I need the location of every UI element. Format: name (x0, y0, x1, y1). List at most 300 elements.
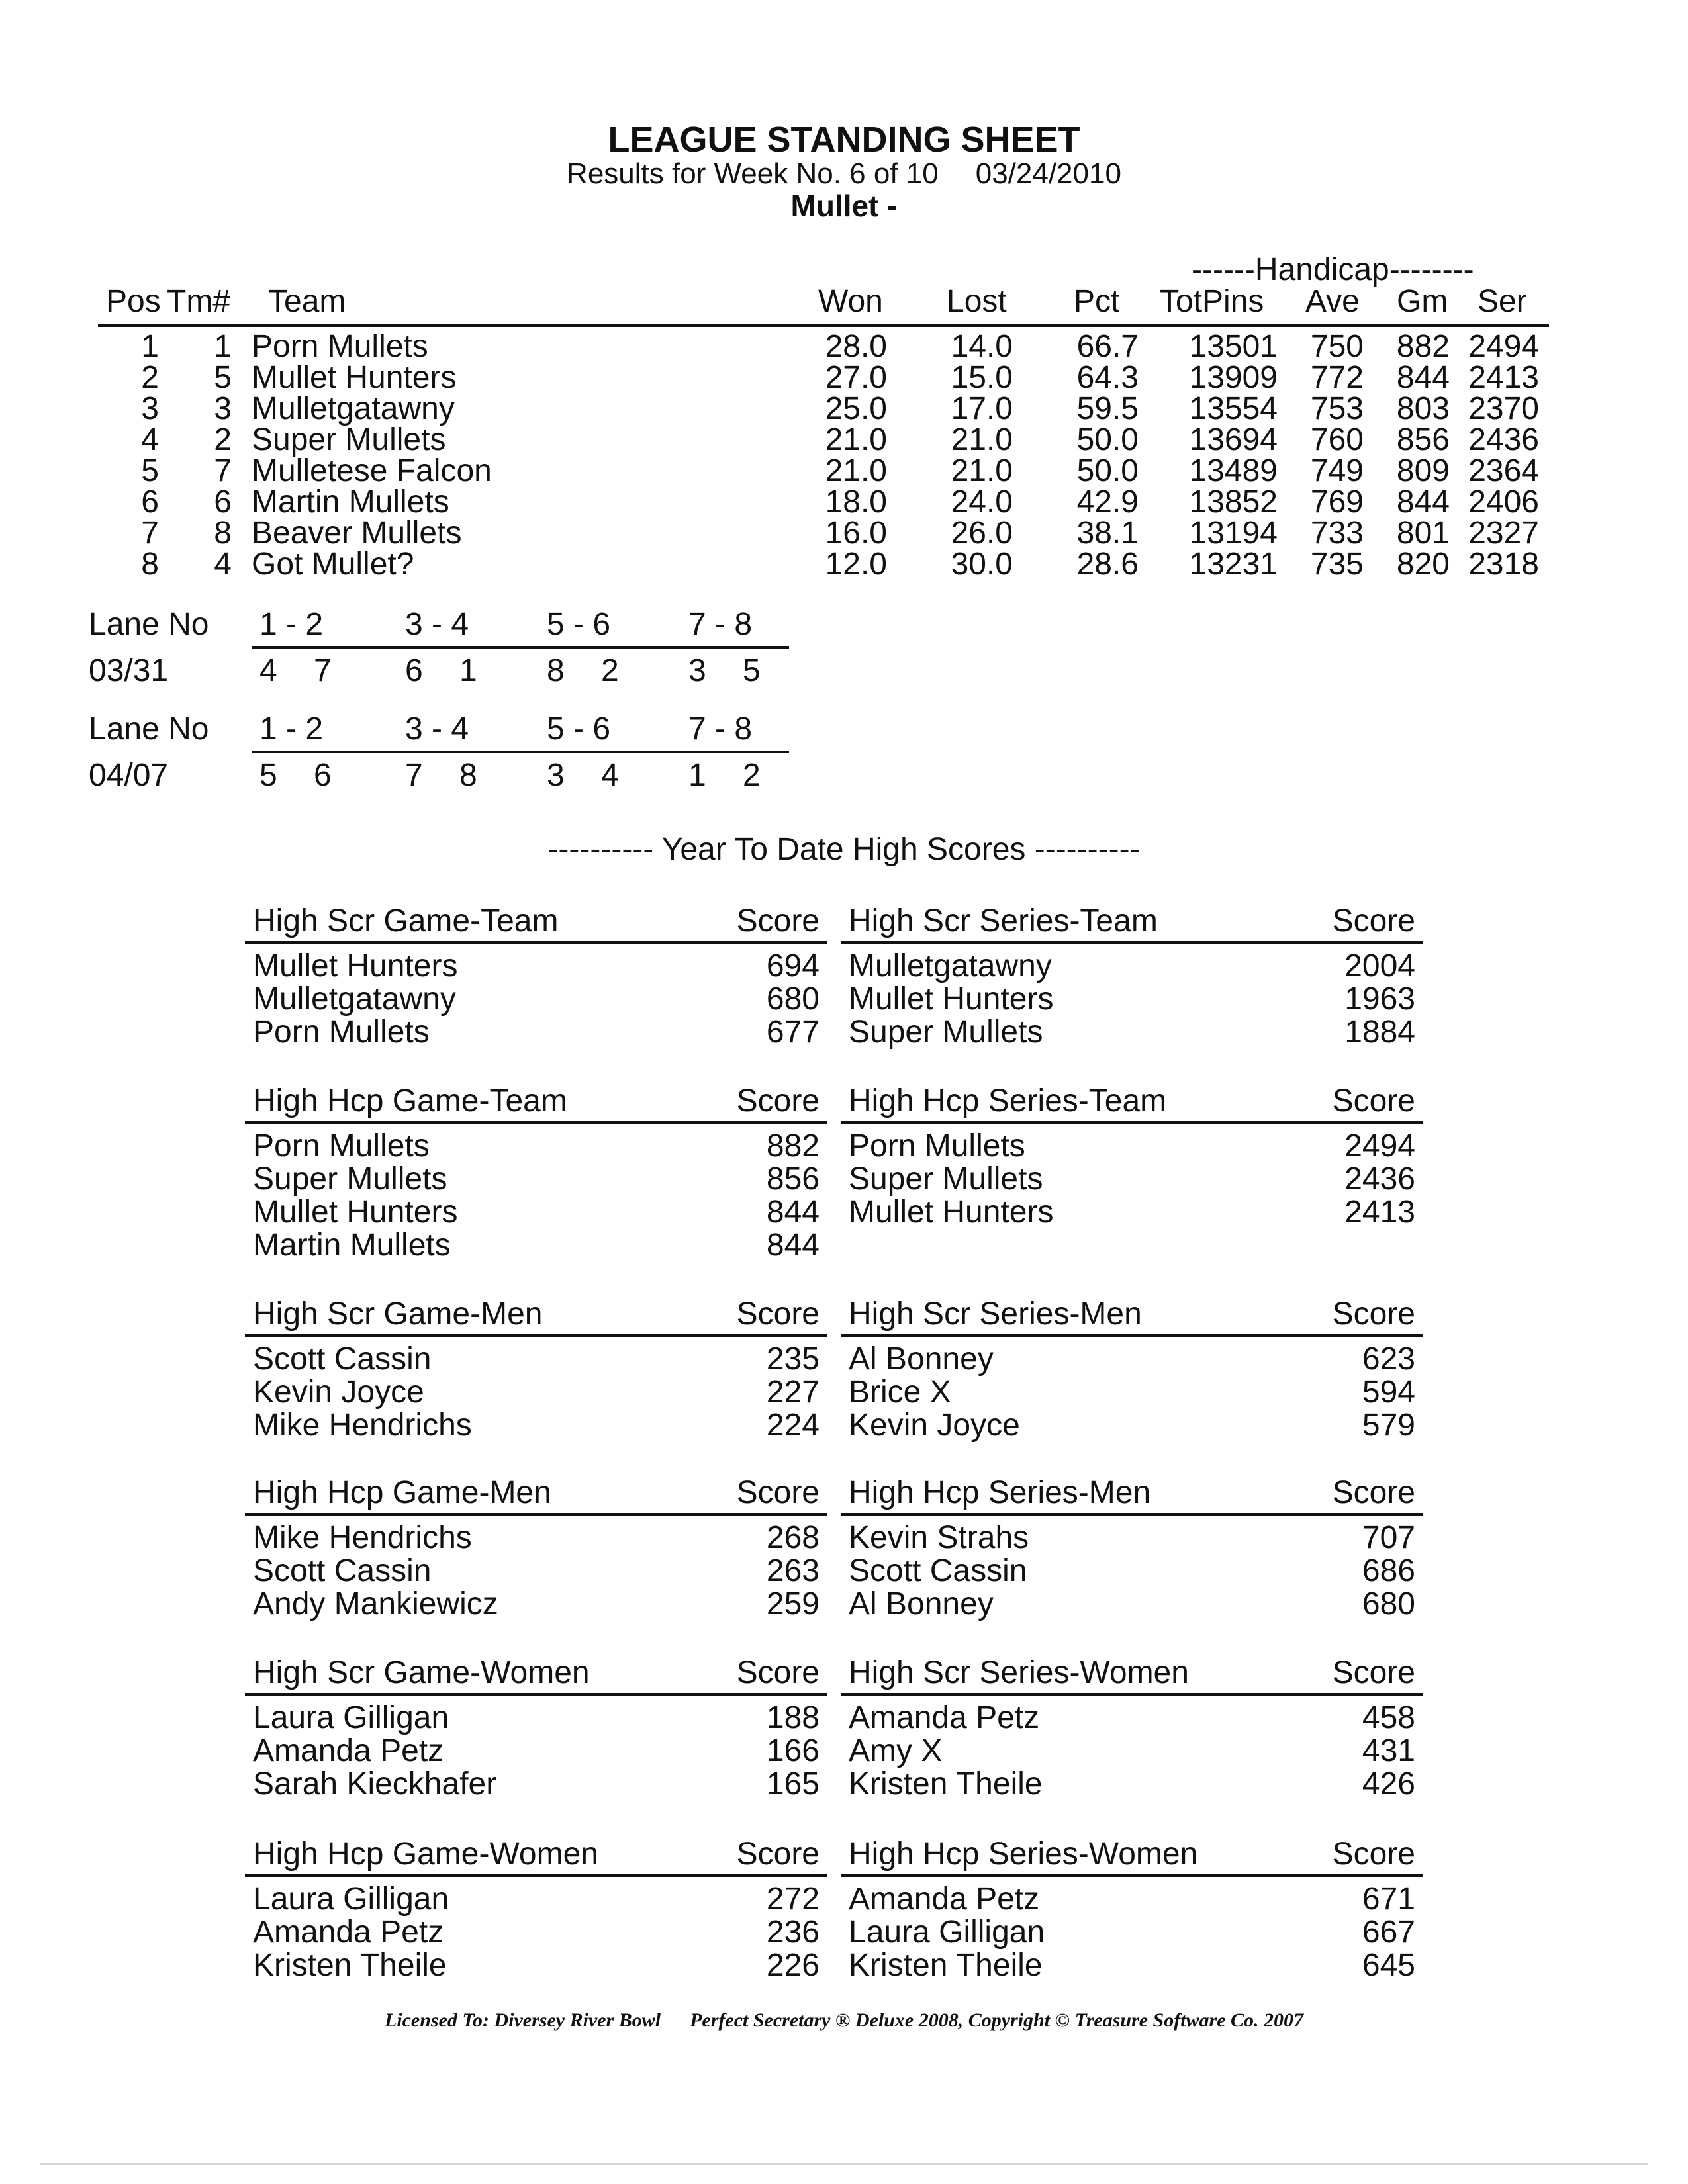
standings-row (0, 390, 1688, 426)
standings-cell-ser: 2494 (1468, 329, 1539, 364)
standings-cell-team: Got Mullet? (252, 547, 414, 582)
score-value: 226 (766, 1948, 820, 1983)
high-score-category: High Scr Series-Women (849, 1655, 1189, 1690)
bowler-name: Martin Mullets (253, 1228, 451, 1263)
standings-divider (98, 324, 1549, 327)
bowler-name: Sarah Kieckhafer (253, 1766, 497, 1801)
lane-divider (252, 646, 789, 649)
sheet-date: 03/24/2010 (975, 158, 1121, 190)
bowler-name: Super Mullets (849, 1161, 1043, 1197)
bowler-name: Amanda Petz (253, 1915, 444, 1950)
lane-team-number: 5 (743, 653, 761, 688)
lane-no-label: Lane No (89, 711, 209, 747)
standings-cell-lost: 26.0 (951, 516, 1013, 551)
high-score-divider (841, 1121, 1423, 1124)
score-value: 2004 (1344, 948, 1415, 983)
lane-pair: 1 - 2 (259, 711, 324, 747)
high-score-category: High Hcp Series-Men (849, 1475, 1151, 1510)
high-score-row (245, 1881, 827, 1917)
standings-cell-pos: 1 (141, 329, 159, 364)
lane-no-label: Lane No (89, 607, 209, 642)
standings-cell-ave: 750 (1310, 329, 1364, 364)
high-score-divider (841, 1334, 1423, 1337)
lane-team-number: 3 (547, 758, 565, 793)
score-value: 166 (766, 1733, 820, 1768)
col-ave: Ave (1305, 284, 1360, 319)
bowler-name: Laura Gilligan (253, 1700, 449, 1735)
score-value: 236 (766, 1915, 820, 1950)
standings-cell-totpins: 13554 (1189, 391, 1278, 426)
standings-cell-gm: 844 (1396, 484, 1450, 520)
standings-row (0, 359, 1688, 395)
standings-cell-gm: 803 (1396, 391, 1450, 426)
high-score-category: High Hcp Series-Team (849, 1083, 1167, 1118)
standings-cell-gm: 856 (1396, 422, 1450, 457)
score-value: 259 (766, 1586, 820, 1621)
standings-cell-totpins: 13909 (1189, 360, 1278, 395)
standings-cell-team: Mulletgatawny (252, 391, 455, 426)
lane-team-number: 5 (259, 758, 277, 793)
high-score-row (245, 1341, 827, 1377)
score-value: 645 (1362, 1948, 1415, 1983)
standings-cell-team: Beaver Mullets (252, 516, 462, 551)
high-score-row (841, 1374, 1423, 1410)
standings-cell-pct: 38.1 (1076, 516, 1139, 551)
high-score-category: High Scr Game-Team (253, 903, 559, 938)
high-score-row (245, 1014, 827, 1050)
standings-cell-tm: 5 (214, 360, 232, 395)
ytd-title: ---------- Year To Date High Scores ---------- (547, 832, 1141, 867)
standings-cell-totpins: 13852 (1189, 484, 1278, 520)
standings-cell-ave: 769 (1310, 484, 1364, 520)
high-score-row (841, 1194, 1423, 1230)
bowler-name: Kevin Joyce (849, 1408, 1020, 1443)
high-score-divider (841, 1693, 1423, 1696)
high-score-row (841, 1520, 1423, 1553)
standings-cell-tm: 2 (214, 422, 232, 457)
score-column-label: Score (1332, 1297, 1415, 1332)
score-value: 680 (766, 981, 820, 1017)
footer (0, 2009, 1688, 2032)
bowler-name: Kristen Theile (253, 1948, 447, 1983)
lane-team-number: 6 (314, 758, 332, 793)
standings-cell-pct: 50.0 (1076, 422, 1139, 457)
col-pos: Pos (106, 284, 161, 319)
standings-cell-totpins: 13231 (1189, 547, 1278, 582)
standings-cell-team: Porn Mullets (252, 329, 428, 364)
lane-team-number: 4 (601, 758, 619, 793)
bowler-name: Mullet Hunters (849, 1195, 1054, 1230)
high-score-table (841, 1296, 1423, 1443)
score-column-label: Score (1332, 903, 1415, 938)
score-value: 707 (1362, 1520, 1415, 1555)
standings-row (0, 515, 1688, 551)
standings-cell-totpins: 13194 (1189, 516, 1278, 551)
score-column-label: Score (736, 1655, 820, 1690)
high-score-header (245, 1836, 827, 1874)
score-column-label: Score (736, 1837, 820, 1872)
bowler-name: Brice X (849, 1375, 951, 1410)
score-value: 882 (766, 1128, 820, 1163)
high-score-table (841, 1836, 1423, 1983)
score-column-label: Score (736, 903, 820, 938)
standings-cell-pos: 8 (141, 547, 159, 582)
standings-cell-tm: 4 (214, 547, 232, 582)
standings-cell-lost: 14.0 (951, 329, 1013, 364)
high-score-row (841, 1553, 1423, 1586)
lane-pair: 5 - 6 (547, 607, 611, 642)
score-column-label: Score (1332, 1655, 1415, 1690)
high-score-row (245, 948, 827, 981)
score-value: 667 (1362, 1915, 1415, 1950)
lane-team-number: 2 (743, 758, 761, 793)
high-score-row (245, 1733, 827, 1766)
standings-cell-team: Mulletese Falcon (252, 453, 492, 488)
standings-cell-totpins: 13501 (1189, 329, 1278, 364)
score-value: 844 (766, 1195, 820, 1230)
high-score-divider (245, 1121, 827, 1124)
bowler-name: Amanda Petz (253, 1733, 444, 1768)
high-score-row (841, 1586, 1423, 1619)
high-score-row (245, 1586, 827, 1619)
standings-cell-team: Super Mullets (252, 422, 446, 457)
bowler-name: Porn Mullets (849, 1128, 1025, 1163)
bowler-name: Mullet Hunters (253, 1195, 458, 1230)
score-value: 844 (766, 1228, 820, 1263)
score-value: 458 (1362, 1700, 1415, 1735)
score-column-label: Score (736, 1475, 820, 1510)
bowler-name: Mike Hendrichs (253, 1408, 472, 1443)
standings-cell-ser: 2413 (1468, 360, 1539, 395)
standings-cell-won: 25.0 (825, 391, 887, 426)
high-score-category: High Hcp Game-Men (253, 1475, 551, 1510)
high-score-row (245, 1520, 827, 1553)
score-value: 235 (766, 1342, 820, 1377)
lane-pair: 5 - 6 (547, 711, 611, 747)
bowler-name: Laura Gilligan (849, 1915, 1045, 1950)
high-score-header (841, 1655, 1423, 1693)
high-score-divider (841, 1874, 1423, 1877)
score-value: 579 (1362, 1408, 1415, 1443)
high-score-table (245, 1655, 827, 1799)
high-score-row (245, 1374, 827, 1410)
high-score-row (245, 1194, 827, 1230)
standings-row (0, 328, 1688, 364)
score-value: 272 (766, 1882, 820, 1917)
score-value: 2494 (1344, 1128, 1415, 1163)
bowler-name: Scott Cassin (849, 1553, 1027, 1588)
standings-row (0, 484, 1688, 520)
bowler-name: Al Bonney (849, 1586, 994, 1621)
score-value: 2436 (1344, 1161, 1415, 1197)
high-score-divider (245, 941, 827, 944)
high-score-divider (841, 941, 1423, 944)
high-score-row (841, 1881, 1423, 1917)
lane-team-number: 7 (405, 758, 423, 793)
score-value: 1963 (1344, 981, 1415, 1017)
high-score-table (245, 903, 827, 1050)
col-team: Team (268, 284, 346, 319)
lane-pair: 3 - 4 (405, 607, 469, 642)
high-score-category: High Scr Series-Men (849, 1297, 1142, 1332)
high-score-table (245, 1083, 827, 1263)
bowler-name: Laura Gilligan (253, 1882, 449, 1917)
standings-cell-ave: 735 (1310, 547, 1364, 582)
score-column-label: Score (1332, 1837, 1415, 1872)
score-value: 227 (766, 1375, 820, 1410)
high-score-header (841, 903, 1423, 941)
lane-team-number: 1 (688, 758, 706, 793)
high-score-header (245, 1083, 827, 1121)
week-text: Results for Week No. 6 of 10 (567, 158, 939, 190)
high-score-category: High Hcp Game-Team (253, 1083, 567, 1118)
bowler-name: Scott Cassin (253, 1553, 432, 1588)
bowler-name: Amanda Petz (849, 1700, 1040, 1735)
lane-team-number: 6 (405, 653, 423, 688)
high-score-row (841, 1914, 1423, 1950)
high-score-row (245, 1700, 827, 1733)
standings-cell-gm: 820 (1396, 547, 1450, 582)
score-value: 694 (766, 948, 820, 983)
bowler-name: Kristen Theile (849, 1948, 1043, 1983)
bowler-name: Mike Hendrichs (253, 1520, 472, 1555)
high-score-row (841, 1733, 1423, 1766)
high-score-row (841, 1341, 1423, 1377)
standings-cell-ser: 2318 (1468, 547, 1539, 582)
handicap-group-label: ------Handicap-------- (1192, 252, 1474, 287)
lane-schedule (0, 711, 861, 817)
standings-cell-totpins: 13489 (1189, 453, 1278, 488)
bowler-name: Porn Mullets (253, 1128, 430, 1163)
high-score-row (245, 1407, 827, 1443)
score-value: 677 (766, 1015, 820, 1050)
high-score-row (245, 1553, 827, 1586)
standings-cell-ave: 753 (1310, 391, 1364, 426)
col-totpins: TotPins (1160, 284, 1264, 319)
bowler-name: Mullet Hunters (849, 981, 1054, 1017)
standings-cell-ser: 2436 (1468, 422, 1539, 457)
standings-cell-gm: 809 (1396, 453, 1450, 488)
standings-row (0, 422, 1688, 457)
high-score-table (245, 1836, 827, 1983)
score-value: 623 (1362, 1342, 1415, 1377)
standings-cell-won: 28.0 (825, 329, 887, 364)
standings-row (0, 453, 1688, 488)
license-text: Licensed To: Diversey River Bowl (384, 2009, 661, 2031)
lane-team-number: 3 (688, 653, 706, 688)
high-score-row (841, 981, 1423, 1017)
col-won: Won (818, 284, 883, 319)
bowler-name: Porn Mullets (253, 1015, 430, 1050)
score-value: 165 (766, 1766, 820, 1801)
high-score-row (841, 948, 1423, 981)
copyright-text: Perfect Secretary ® Deluxe 2008, Copyright © Treasure Software Co. 2007 (690, 2009, 1304, 2031)
standings-cell-pos: 3 (141, 391, 159, 426)
standings-cell-lost: 24.0 (951, 484, 1013, 520)
standings-cell-lost: 30.0 (951, 547, 1013, 582)
standings-header (0, 283, 1688, 323)
standings-cell-won: 12.0 (825, 547, 887, 582)
lane-team-number: 7 (314, 653, 332, 688)
bowler-name: Andy Mankiewicz (253, 1586, 498, 1621)
league-name: Mullet - (790, 189, 898, 223)
standings-cell-pct: 59.5 (1076, 391, 1139, 426)
high-score-header (841, 1836, 1423, 1874)
lane-date: 03/31 (89, 653, 169, 688)
high-score-category: High Hcp Series-Women (849, 1837, 1198, 1872)
bowler-name: Mulletgatawny (253, 981, 456, 1017)
scan-edge-line (40, 2163, 1648, 2165)
standings-cell-tm: 8 (214, 516, 232, 551)
high-score-table (841, 1083, 1423, 1230)
lane-date: 04/07 (89, 758, 169, 793)
score-value: 426 (1362, 1766, 1415, 1801)
high-score-divider (245, 1513, 827, 1516)
score-value: 224 (766, 1408, 820, 1443)
high-score-header (245, 1655, 827, 1693)
score-column-label: Score (736, 1297, 820, 1332)
standings-cell-lost: 21.0 (951, 422, 1013, 457)
high-score-table (245, 1475, 827, 1619)
standings-cell-pos: 6 (141, 484, 159, 520)
lane-schedule (0, 606, 861, 712)
bowler-name: Kevin Strahs (849, 1520, 1029, 1555)
standings-cell-pct: 66.7 (1076, 329, 1139, 364)
bowler-name: Scott Cassin (253, 1342, 432, 1377)
standings-row (0, 546, 1688, 582)
bowler-name: Super Mullets (253, 1161, 447, 1197)
score-value: 431 (1362, 1733, 1415, 1768)
high-score-row (841, 1161, 1423, 1197)
high-score-row (841, 1014, 1423, 1050)
bowler-name: Amy X (849, 1733, 943, 1768)
standings-cell-pct: 64.3 (1076, 360, 1139, 395)
standings-cell-ave: 760 (1310, 422, 1364, 457)
standings-cell-gm: 882 (1396, 329, 1450, 364)
bowler-name: Mulletgatawny (849, 948, 1052, 983)
high-score-row (245, 1227, 827, 1263)
standings-cell-ser: 2370 (1468, 391, 1539, 426)
lane-pair: 7 - 8 (688, 607, 753, 642)
week-line (0, 158, 1688, 191)
lane-divider (252, 751, 789, 753)
col-ser: Ser (1477, 284, 1527, 319)
standings-cell-won: 16.0 (825, 516, 887, 551)
standings-cell-tm: 7 (214, 453, 232, 488)
standings-cell-ave: 772 (1310, 360, 1364, 395)
standings-cell-gm: 844 (1396, 360, 1450, 395)
lane-team-number: 4 (259, 653, 277, 688)
high-score-table (841, 903, 1423, 1050)
bowler-name: Amanda Petz (849, 1882, 1040, 1917)
standings-cell-team: Mullet Hunters (252, 360, 457, 395)
bowler-name: Al Bonney (849, 1342, 994, 1377)
high-score-header (245, 1296, 827, 1334)
high-score-divider (245, 1874, 827, 1877)
high-score-row (245, 1128, 827, 1161)
standings-cell-pos: 4 (141, 422, 159, 457)
score-value: 268 (766, 1520, 820, 1555)
standings-cell-tm: 6 (214, 484, 232, 520)
high-score-row (841, 1766, 1423, 1799)
bowler-name: Kristen Theile (849, 1766, 1043, 1801)
standings-cell-won: 21.0 (825, 453, 887, 488)
lane-team-number: 2 (601, 653, 619, 688)
col-tm: Tm# (167, 284, 230, 319)
score-column-label: Score (1332, 1475, 1415, 1510)
lane-pair: 7 - 8 (688, 711, 753, 747)
high-score-row (841, 1700, 1423, 1733)
high-score-row (245, 1766, 827, 1799)
score-value: 1884 (1344, 1015, 1415, 1050)
high-score-header (245, 903, 827, 941)
bowler-name: Super Mullets (849, 1015, 1043, 1050)
high-score-row (841, 1947, 1423, 1983)
standings-cell-pos: 7 (141, 516, 159, 551)
standings-cell-tm: 3 (214, 391, 232, 426)
bowler-name: Mullet Hunters (253, 948, 458, 983)
lane-pair: 3 - 4 (405, 711, 469, 747)
high-score-category: High Scr Game-Men (253, 1297, 543, 1332)
standings-cell-pct: 28.6 (1076, 547, 1139, 582)
score-value: 263 (766, 1553, 820, 1588)
high-score-row (245, 981, 827, 1017)
standings-cell-pos: 5 (141, 453, 159, 488)
lane-team-number: 8 (547, 653, 565, 688)
col-gm: Gm (1397, 284, 1448, 319)
high-score-table (841, 1475, 1423, 1619)
score-column-label: Score (1332, 1083, 1415, 1118)
standings-cell-won: 21.0 (825, 422, 887, 457)
bowler-name: Kevin Joyce (253, 1375, 424, 1410)
score-value: 856 (766, 1161, 820, 1197)
high-score-category: High Scr Series-Team (849, 903, 1158, 938)
high-score-category: High Hcp Game-Women (253, 1837, 598, 1872)
standings-cell-won: 18.0 (825, 484, 887, 520)
high-score-divider (245, 1334, 827, 1337)
high-score-row (245, 1947, 827, 1983)
high-score-row (841, 1128, 1423, 1161)
standings-cell-lost: 15.0 (951, 360, 1013, 395)
score-value: 686 (1362, 1553, 1415, 1588)
high-score-header (841, 1083, 1423, 1121)
high-score-row (245, 1161, 827, 1197)
standings-cell-lost: 21.0 (951, 453, 1013, 488)
high-score-category: High Scr Game-Women (253, 1655, 590, 1690)
high-score-header (841, 1296, 1423, 1334)
standings-cell-ser: 2406 (1468, 484, 1539, 520)
standings-cell-gm: 801 (1396, 516, 1450, 551)
standings-cell-totpins: 13694 (1189, 422, 1278, 457)
standings-cell-ave: 749 (1310, 453, 1364, 488)
standings-cell-ave: 733 (1310, 516, 1364, 551)
standings-cell-won: 27.0 (825, 360, 887, 395)
standings-cell-pct: 42.9 (1076, 484, 1139, 520)
standings-cell-lost: 17.0 (951, 391, 1013, 426)
lane-pair: 1 - 2 (259, 607, 324, 642)
high-score-row (245, 1914, 827, 1950)
standings-cell-ser: 2364 (1468, 453, 1539, 488)
high-score-header (245, 1475, 827, 1513)
score-column-label: Score (736, 1083, 820, 1118)
high-score-divider (245, 1693, 827, 1696)
high-score-table (245, 1296, 827, 1443)
high-score-table (841, 1655, 1423, 1799)
score-value: 2413 (1344, 1195, 1415, 1230)
col-pct: Pct (1074, 284, 1120, 319)
high-score-row (841, 1407, 1423, 1443)
high-score-header (841, 1475, 1423, 1513)
